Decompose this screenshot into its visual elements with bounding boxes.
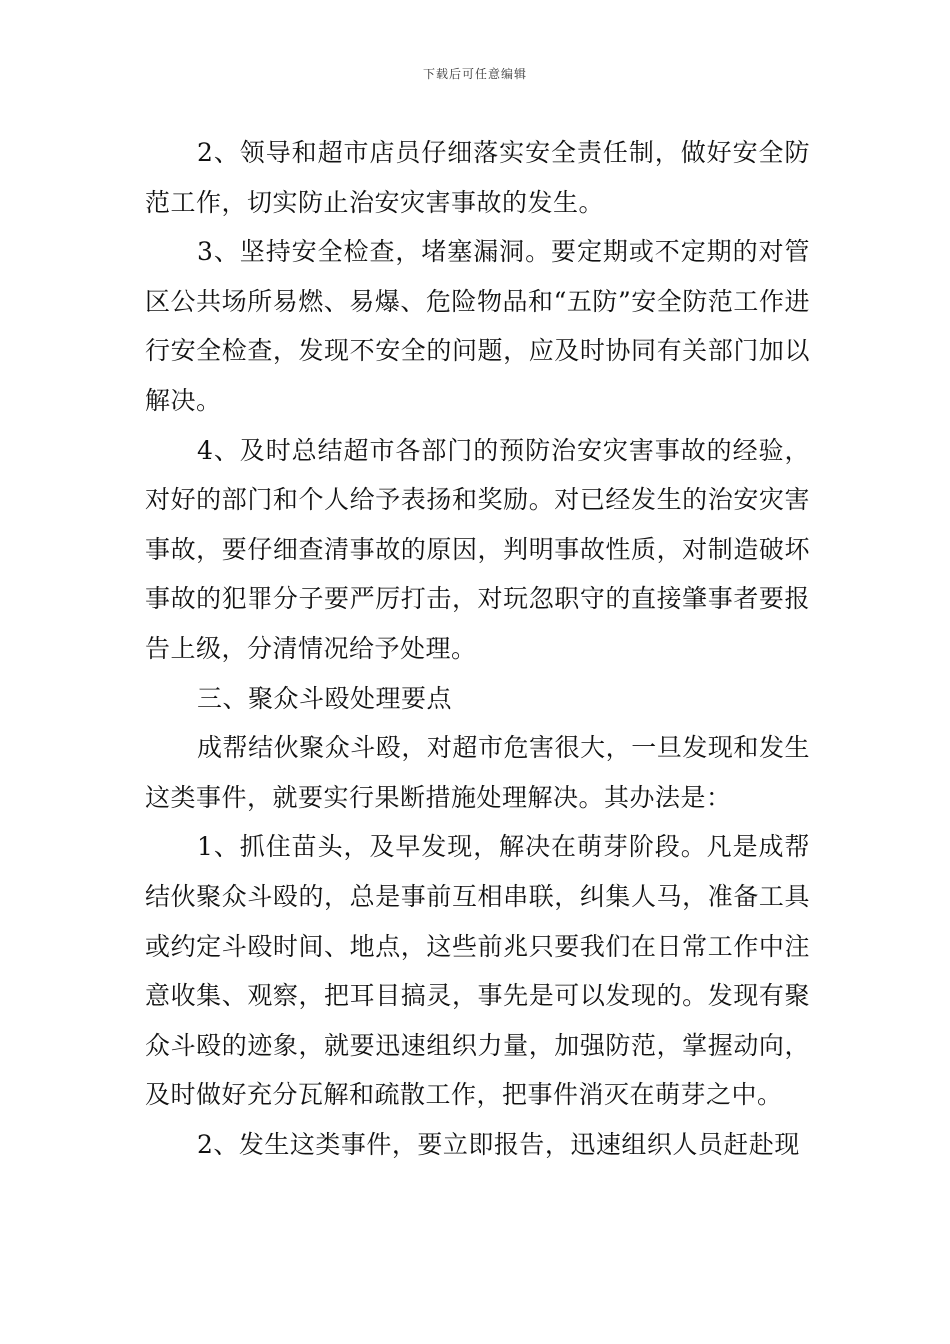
paragraph-early-detection: 1、抓住苗头，及早发现，解决在萌芽阶段。凡是成帮结伙聚众斗殴的，总是事前互相串联，纠集人马，准备工具或约定斗殴时间、地点，这些前兆只要我们在日常工作中注意收集、观察，把耳目搞灵，事先是可以发现的。发现有聚众斗殴的迹象，就要迅速组织力量，加强防范，掌握动向，及时做好充分瓦解和疏散工作，把事件消灭在萌芽之中。 <box>145 832 810 1110</box>
paragraph-summary-experience: 4、及时总结超市各部门的预防治安灾害事故的经验，对好的部门和个人给予表扬和奖励。对已经发生的治安灾害事故，要仔细查清事故的原因，判明事故性质，对制造破坏事故的犯罪分子要严厉打击，对玩忽职守的直接肇事者要报告上级，分清情况给予处理。 <box>145 435 810 663</box>
section-heading-group-fight: 三、聚众斗殴处理要点 <box>197 683 453 713</box>
paragraph-immediate-report: 2、发生这类事件，要立即报告，迅速组织人员赶赴现 <box>197 1129 800 1159</box>
paragraph-group-fight-intro: 成帮结伙聚众斗殴，对超市危害很大，一旦发现和发生这类事件，就要实行果断措施处理解决。其办法是： <box>145 733 810 812</box>
paragraph-safety-inspection: 3、坚持安全检查，堵塞漏洞。要定期或不定期的对管区公共场所易燃、易爆、危险物品和“五防”安全防范工作进行安全检查，发现不安全的问题，应及时协同有关部门加以解决。 <box>145 237 810 415</box>
page-header: 下载后可任意编辑 <box>422 67 527 81</box>
document-body <box>145 128 810 1169</box>
paragraph-responsibility: 2、领导和超市店员仔细落实安全责任制，做好安全防范工作，切实防止治安灾害事故的发生。 <box>145 138 810 217</box>
